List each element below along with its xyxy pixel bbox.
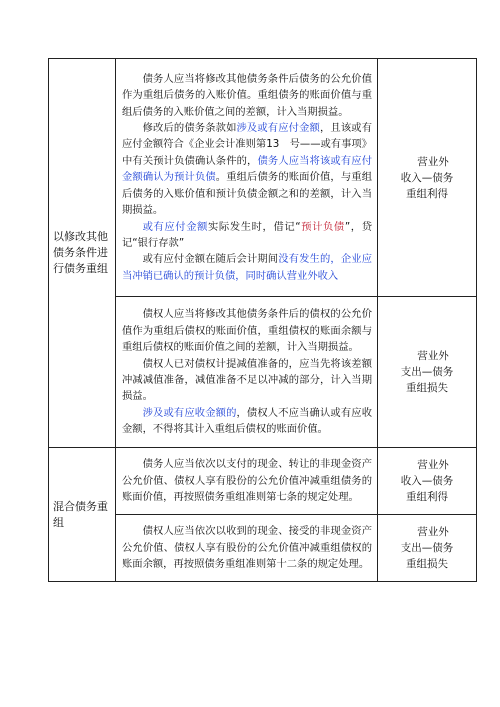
mixed-debtor-paragraph: 债务人应当依次以支付的现金、转让的非现金资产公允价值、债权人享有股份的公允价值冲减重组债务的账面价值，再按照债务重组准则第七条的规定处理。	[122, 458, 372, 504]
debtor-paragraph-3	[122, 219, 372, 252]
text-run: 修改后的债务条款如	[142, 122, 237, 135]
result-line: 重组损失	[406, 558, 448, 570]
debtor-result-cell	[378, 59, 477, 297]
result-line: 收入—债务	[400, 475, 454, 487]
result-line: 支出—债务	[400, 542, 454, 554]
creditor-paragraph-1: 债权人应当将修改其他债务条件后的债权的公允价值作为重组后债权的账面价值，重组债权的账面余额与重组后债权的账面价值之间的差额，计入当期损益。	[122, 308, 372, 354]
result-line: 营业外	[417, 459, 449, 471]
debtor-paragraph-2	[122, 120, 372, 218]
text-run: 或有应付金额在随后会计期间	[142, 253, 279, 266]
creditor-result-cell	[378, 297, 477, 448]
mixed-creditor-paragraph: 债权人应当依次以收到的现金、接受的非现金资产公允价值、债权人享有股份的公允价值冲减重组债权的账面余额，再按照债务重组准则第十二条的规定处理。	[122, 525, 372, 571]
result-line: 营业外	[417, 155, 449, 168]
result-line: 收入—债务	[400, 171, 454, 184]
highlight-provision: 预计负债	[300, 220, 345, 233]
mixed-creditor-treatment-cell	[116, 515, 378, 582]
text-run: ，债权人不应当确认或有应收金额，不得将其计入重组后债权的账面价值。	[122, 406, 373, 436]
text-run: ，且该或有应付金额符合《企业会计准则第13 号——或有事项》中有关预计负债确认条件的，	[122, 122, 373, 167]
creditor-paragraph-2: 债权人已对债权计提减值准备的，应当先将该差额冲减减值准备，减值准备不足以冲减的部分，计入当期损益。	[122, 357, 372, 403]
highlight-contingent-payable: 涉及或有应付金额	[236, 122, 320, 135]
highlight-reverse-provision: 没有发生的，企业应当冲销已确认的预计负债，同时确认营业外收入	[122, 253, 373, 282]
mixed-creditor-result-cell	[378, 515, 477, 582]
category-label: 以修改其他债务条件进行债务重组	[53, 230, 108, 275]
table-row	[49, 448, 477, 515]
result-line: 重组利得	[406, 491, 448, 503]
debt-restructuring-table	[48, 58, 477, 582]
mixed-debtor-result-cell	[378, 448, 477, 515]
highlight-recognize-provision: 债务人应当将该或有应付金额确认为预计负债	[122, 154, 372, 184]
result-line: 营业外	[417, 526, 449, 538]
creditor-paragraph-3	[122, 405, 372, 438]
debtor-treatment-cell	[116, 59, 378, 297]
category-cell-modify-terms	[49, 59, 116, 448]
text-run: ”，贷记“银行存款”	[122, 220, 372, 249]
highlight-contingent-receivable: 涉及或有应收金额的	[142, 406, 237, 419]
table-row	[49, 59, 477, 297]
debtor-paragraph-1: 债务人应当将修改其他债务条件后债务的公允价值作为重组后债务的入账价值。重组债务的账面价值与重组后债务的入账价值之间的差额，计入当期损益。	[122, 72, 372, 118]
category-cell-mixed	[49, 448, 116, 582]
creditor-treatment-cell	[116, 297, 378, 448]
result-line: 重组损失	[406, 382, 448, 394]
text-run: 实际发生时，借记“	[208, 220, 301, 233]
text-run: 。重组后债务的账面价值，与重组后债务的入账价值和预计负债金额之和的差额，计入当期损益。	[122, 171, 372, 217]
highlight-contingent-amount: 或有应付金额	[142, 220, 209, 233]
debtor-paragraph-4	[122, 251, 372, 284]
result-line: 营业外	[417, 350, 449, 362]
mixed-debtor-treatment-cell	[116, 448, 378, 515]
category-label: 混合债务重组	[53, 499, 108, 529]
result-line: 支出—债务	[400, 366, 454, 378]
result-line: 重组利得	[406, 187, 448, 200]
